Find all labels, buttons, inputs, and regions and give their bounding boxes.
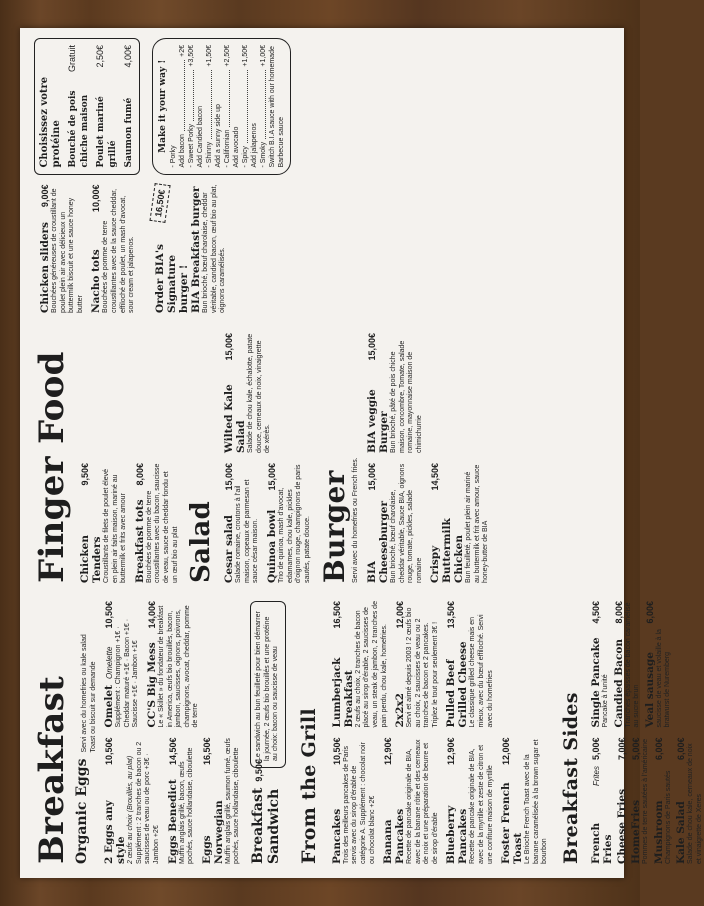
protein-box: Choisissez votre protéine Bouché de pois chiche maison Gratuit Poulet mariné grillé 2,50€ Saumon fumé 4,00€ <box>34 38 140 175</box>
breakfast-title: Breakfast <box>32 675 72 864</box>
grill-title: From the Grill <box>297 708 320 864</box>
make-option: - Californian +2,50€ <box>224 45 231 168</box>
organic-eggs-note: Servi avec du homefries ou kale salad <box>81 634 88 753</box>
sandwich-title-block: Breakfast Sandwich 9,50€ <box>249 759 282 864</box>
breakfast-column <box>20 593 703 878</box>
salad-spacer <box>74 333 180 453</box>
organic-eggs-title: Organic Eggs <box>74 758 90 864</box>
right-column <box>20 28 624 323</box>
make-option: - Porky <box>170 145 177 168</box>
make-option: Add avocado <box>233 126 240 168</box>
signature-name: BIA Breakfast burger <box>190 186 202 313</box>
make-it-your-way-box <box>152 38 291 175</box>
signature-block: Order BIA's Signature burger ! 16,50€ BIA Breakfast burger Bun brioché, bœuf charolaise, cheddar véritable, candied bacon, œuf bio au plat, oignons caramélisés. <box>152 185 291 313</box>
burger-title: Burger <box>318 470 352 583</box>
signature-price-badge: 16,50€ <box>149 184 170 223</box>
omelet-list <box>98 601 242 728</box>
finger-list-right: Chicken sliders 9,00€ Bouchées généreuses de croustillant de poulet plein air avec délicieux un buttermilk biscuit et une sauce honey butter Nacho tots 10,00€ Bouchées de pomme de terre croustillantes avec de la sauce cheddar, effiloché de poulet, un mash d'avocat, sour cream et jalapenos. <box>39 184 136 313</box>
menu-rotated-canvas <box>20 28 703 878</box>
finger-list-left: Chicken Tenders 9,50€ Croustillants de filets de poulet élevé en plein air faits maison, mariné au buttermilk et frits avec amour Breakfast tots 8,00€ Bouchées de pomme de terre croustillantes avec du bacon, saucisse de veau, sauce de cheddar fondu et un œuf bio au plat <box>79 463 179 583</box>
grill-list-right: Lumberjack Breakfast 16,50€ 2 œufs au choix, 2 tranches de bacon placé au sirop d'érable, 2 saucisses de veau, un steak de jambon, 2 tranches de pain perdu, chou kale, homefries. 2x2x2 12,00€ Servi et aimé depuis 2003 ! 2 œufs bio au choix, 2 saucisses de veau ou 2 tranches de bacon et 2 pancakes. Triplez le tout pour seulement 3€ ! Pulled Beef Grilled Cheese 13,50€ Le classique grilled cheese mais en mieux, avec du bœuf effiloché. Servi avec du homefries <box>330 601 494 728</box>
sandwich-title: Breakfast Sandwich <box>249 787 282 864</box>
menu-item: Omelet Omelette 10,50€ Supplément : Champignon +1€ · Cheddar maturé +1€ · Bacon +1€ · Saucisse +1€ · Jambon +1€ <box>103 601 140 728</box>
salad-list-left: Cesar salad 15,00€ Salade romaine, croutons à l'ail maison, copeaux de parmesan et sauce césar maison. Quinoa bowl 15,00€ Trio de quinoa, mash d'avocat, edamames, chou kale, pickles d'oignon rouge, champignons de paris sautés, patate douce. <box>223 463 311 583</box>
burger-list-right: BIA veggie Burger 15,00€ Bun brioché, pâté de pois chiche maison, concombre, Tomate, salade romaine, mayonnaise maison de chimichurrie <box>365 333 423 453</box>
sides-title: Breakfast Sides <box>560 692 583 864</box>
grill-list-left: Pancakes 10,50€ Trois des meilleurs pancakes de Paris servis avec du sirop d'érable de catégorie A. Supplément : chocolat noir ou chocolat blanc +2€ Banana Pancakes 12,90€ Recette de pancake originale de BIA, avec de la banane rôtie et des cerneaux de noix et une préparation de beurre et de sirop d'érable Blueberry Pancakes 12,90€ Recette de pancake originale de BIA, avec de la myrtille et zeste de citron et une confiture maison de myrtille Foster French Toast 12,00€ Le Brioche French Toast avec de la banane caramélisée à la brown sugar et bourbon <box>330 737 549 864</box>
menu-item: Eggs Benedict 14,50€ Muffin anglais grillé, bacon, œufs pochés, sauce hollandaise, ciboulette <box>166 737 195 864</box>
burger-note: Servi avec du homefries ou French fries. <box>352 457 360 583</box>
make-title: Make it your way ! <box>158 59 168 153</box>
menu-item: CC'S Big Mess 14,00€ Le « Skillet » du fondateur de breakfast in America, œufs bio brouillés, bacon, jambon, saucisses, oignons, poivrons, champignons, avocat, cheddar, pomme de terre <box>145 601 200 728</box>
menu-sheet <box>20 28 703 878</box>
finger-salad-burger-column <box>20 323 624 593</box>
make-option: Add a sunny side up <box>215 104 222 168</box>
make-option: Add Candied bacon <box>197 106 204 168</box>
signature-order: Order BIA's Signature burger ! <box>154 244 190 313</box>
salad-title: Salad <box>186 500 217 583</box>
make-options <box>169 45 286 168</box>
finger-food-title: Finger Food <box>32 351 72 583</box>
make-option: Switch B.I.A sauce with our homemade Barbecue sauce <box>269 46 285 168</box>
burger-list-left: BIA Cheeseburger 15,00€ Bun brioché, bœuf charolaise, cheddar véritable, Sauce BIA, oignons rouge, tomate, pickles, salade romaine Crispy Buttermilk Chicken 14,50€ Bun feuilleté, poulet plein air mariné au buttermilk et frit avec amour, sauce honey-butter de BIA <box>365 463 490 583</box>
protein-title: Choisissez votre protéine <box>39 76 62 168</box>
make-option: Add bacon +2€ <box>179 45 186 168</box>
menu-item: Eggs Norwegian 16,50€ Muffin anglais grillé, saumon fumé, œufs pochés, sauce hollandaise, ciboulette <box>200 737 241 864</box>
make-option: - Sweet Porky +3,50€ <box>188 45 195 168</box>
make-option: - Spicy +1,50€ <box>242 45 249 168</box>
sides-list-left: French Fries Frites 5,00€ Cheese Fries 7,00€ HomeFries 5,00€ Pommes de terre sautées à l'américaine Mushroom 6,00€ Champignons de Paris sautés Kale Salad 6,00€ Salade de chou kale, cerneaux de noix et vinaigrette de Xeres <box>590 737 703 864</box>
eggs-list <box>98 738 242 865</box>
organic-eggs-note2: Toast ou biscuit sur demande <box>89 661 97 753</box>
sandwich-box: Le sandwich au bun feuilleté pour bien démarrer la journée, 2 œufs bio brouillés et une protéine au choix: bacon ou saucisse de veau <box>250 601 286 768</box>
make-option: - Smoky +1,00€ <box>260 45 267 168</box>
menu-item: 2 Eggs any style 10,50€ 2 œufs au choix (Brouillés, au plat) Supplément : 2 tranches de bacon ou 2 saucisses de veau ou de porc +3€ · Jambon +2€ <box>103 737 160 864</box>
salad-list-right: Wilted Kale Salad 15,00€ Salade de chou kale, échalotte, patate douce, cerneaux de noix, vinaigrette de xérès. <box>223 333 272 453</box>
make-option: Add jalapenos <box>251 123 258 168</box>
make-option: - Shinny +1,50€ <box>206 45 213 168</box>
sides-list-right: Single Pancake 4,50€ Pancake à l'unité Candied Bacon 8,00€ Tranches épaisses de bacon caramélisé au sucre brun Veal sausage 6,00€ saucisse de veau et volaille à la bratwurst de Nuremberg <box>590 601 672 728</box>
